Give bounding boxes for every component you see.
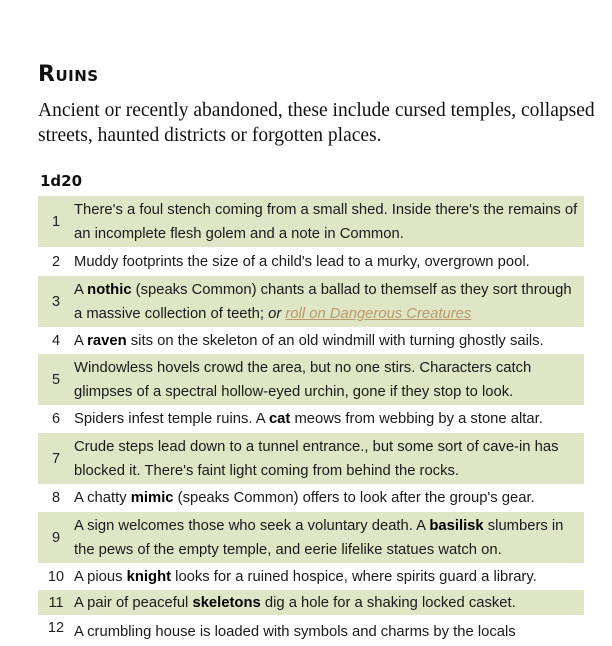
row-text-segment: A sign welcomes those who seek a voluntary death. A [74, 517, 430, 534]
row-number: 6 [51, 411, 61, 427]
table-row [38, 328, 584, 354]
row-number: 1 [51, 213, 61, 230]
dice-label: 1d20 [40, 172, 83, 190]
table-row [38, 196, 584, 248]
row-text [74, 620, 584, 644]
creature-name: raven [87, 332, 127, 349]
row-text-segment: (speaks Common) chants a ballad to themself as they sort through a massive collection of teeth; [74, 281, 572, 322]
row-number: 2 [51, 253, 61, 270]
table-row [38, 564, 584, 590]
table-row [38, 433, 584, 485]
row-text-segment: Spiders infest temple ruins. A [74, 411, 269, 427]
row-text [74, 435, 584, 483]
row-text-segment: dig a hole for a shaking locked casket. [260, 594, 516, 611]
row-text [74, 250, 584, 274]
row-number: 4 [51, 332, 61, 349]
row-number: 11 [48, 594, 64, 611]
creature-name: knight [126, 568, 172, 585]
section-title: Ruins [38, 62, 99, 87]
row-text [74, 329, 584, 353]
section-intro: Ancient or recently abandoned, these include cursed temples, collapsed streets, haunted districts or forgotten places. [38, 100, 595, 146]
row-text-segment: There's a foul stench coming from a small shed. Inside there's the remains of an incomplete flesh golem and a note in Common. [74, 201, 578, 242]
row-text-segment: A pious [74, 568, 127, 585]
table-row [38, 616, 584, 646]
creature-name: skeletons [192, 594, 261, 611]
creature-name: basilisk [429, 517, 484, 534]
row-text-segment: Muddy footprints the size of a child's lead to a murky, overgrown pool. [74, 253, 530, 270]
row-text [74, 565, 584, 589]
row-text-segment: or [268, 305, 286, 322]
row-text-segment: A pair of peaceful [74, 594, 193, 611]
row-text-segment: A chatty [74, 490, 131, 506]
row-text [74, 278, 584, 326]
row-number: 5 [51, 371, 61, 388]
row-text-segment: slumbers in the pews of the empty temple, and eerie lifelike statues watch on. [74, 517, 564, 558]
row-text-segment: A crumbling house is loaded with symbols and charms by the locals [74, 624, 516, 640]
row-number: 3 [51, 293, 61, 310]
row-text-segment: looks for a ruined hospice, where spirits guard a library. [171, 568, 537, 585]
table-row [38, 406, 584, 433]
row-text [74, 514, 584, 562]
row-text [74, 591, 584, 615]
row-text-segment: A [74, 281, 88, 298]
dangerous-creatures-link[interactable]: roll on Dangerous Creatures [285, 305, 472, 322]
row-number: 8 [51, 490, 61, 506]
row-text-segment: A [74, 332, 88, 349]
row-text-segment: sits on the skeleton of an old windmill with turning ghostly sails. [126, 332, 544, 349]
table-row [38, 276, 584, 328]
row-text [74, 407, 584, 431]
creature-name: nothic [87, 281, 132, 298]
table-row [38, 354, 584, 406]
row-text-segment: Crude steps lead down to a tunnel entrance., but some sort of cave-in has blocked it. There's faint light coming from behind the rocks. [74, 438, 559, 479]
row-number: 9 [51, 529, 61, 546]
row-text-segment: (speaks Common) offers to look after the group's gear. [173, 490, 535, 506]
row-number: 10 [47, 568, 65, 585]
roll-table [38, 196, 584, 646]
row-text-segment: meows from webbing by a stone altar. [290, 411, 543, 427]
table-row [38, 248, 584, 276]
creature-name: mimic [130, 490, 174, 506]
row-number: 12 [47, 620, 65, 636]
row-number: 7 [51, 450, 61, 467]
table-row [38, 485, 584, 512]
creature-name: cat [268, 411, 291, 427]
row-text [74, 198, 584, 246]
table-row [38, 590, 584, 616]
row-text [74, 486, 584, 510]
row-text-segment: Windowless hovels crowd the area, but no one stirs. Characters catch glimpses of a spectral hollow-eyed urchin, gone if they stop to look. [74, 359, 532, 400]
table-row [38, 512, 584, 564]
row-text [74, 356, 584, 404]
